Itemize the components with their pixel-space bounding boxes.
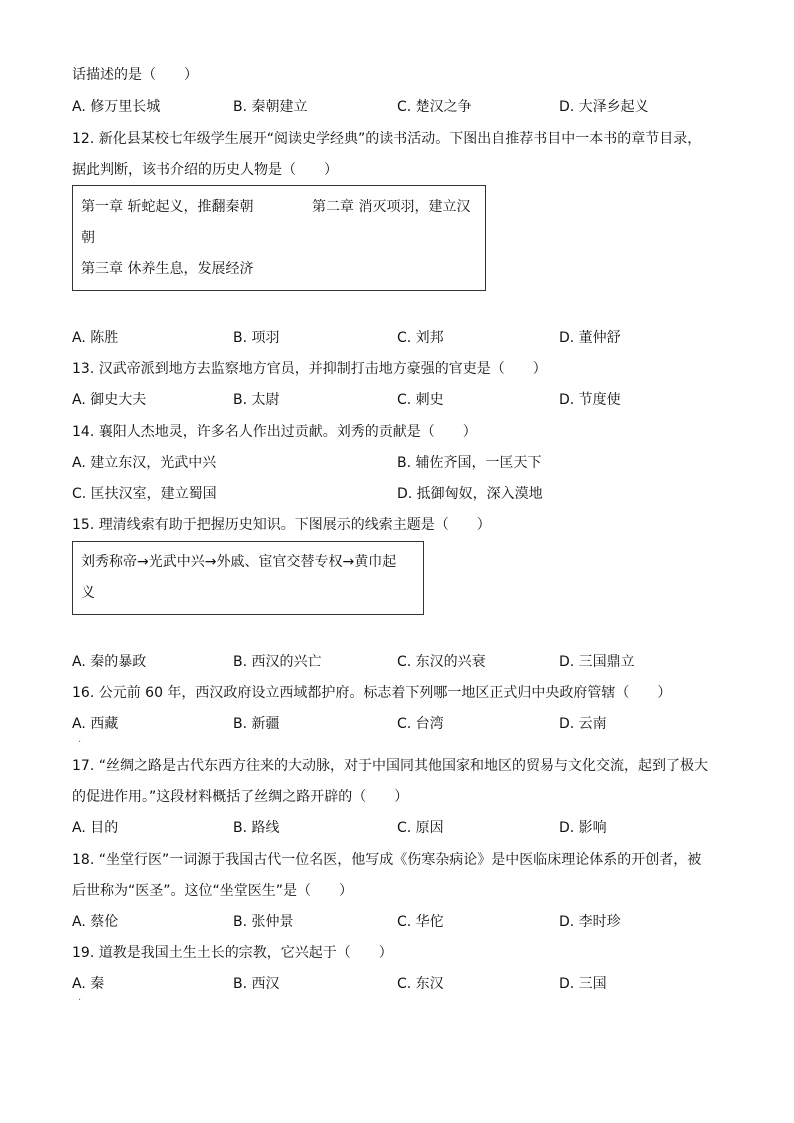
q11-stem-tail: 话描述的是（ ）: [72, 67, 198, 83]
q13-stem: 13. 汉武帝派到地方去监察地方官员，并抑制打击地方豪强的官吏是（ ）: [72, 361, 547, 377]
q18-stem-line1: 18. “坐堂行医”一词源于我国古代一位名医，他写成《伤寒杂病论》是中医临床理论体系的开创者，被: [72, 852, 702, 868]
q12-option-c[interactable]: C. 刘邦: [397, 330, 444, 346]
q12-chapter-2-cont: 朝: [81, 230, 95, 246]
q19-option-d[interactable]: D. 三国: [559, 976, 607, 992]
q18-option-a[interactable]: A. 蔡伦: [72, 914, 119, 930]
stray-dot: ·: [78, 995, 82, 1006]
q19-stem: 19. 道教是我国土生土长的宗教，它兴起于（ ）: [72, 945, 393, 961]
q13-option-b[interactable]: B. 太尉: [233, 392, 280, 408]
q18-option-c[interactable]: C. 华佗: [397, 914, 444, 930]
q17-stem-line1: 17. “丝绸之路是古代东西方往来的大动脉，对于中国同其他国家和地区的贸易与文化交流，起到了极大: [72, 758, 708, 774]
q12-option-b[interactable]: B. 项羽: [233, 330, 280, 346]
q11-option-d[interactable]: D. 大泽乡起义: [559, 99, 649, 115]
q13-option-d[interactable]: D. 节度使: [559, 392, 621, 408]
q12-chapter-2: 第二章 消灭项羽，建立汉: [312, 199, 471, 215]
q18-option-b[interactable]: B. 张仲景: [233, 914, 294, 930]
q13-option-c[interactable]: C. 刺史: [397, 392, 444, 408]
q15-option-b[interactable]: B. 西汉的兴亡: [233, 654, 322, 670]
q12-option-d[interactable]: D. 董仲舒: [559, 330, 621, 346]
q16-option-d[interactable]: D. 云南: [559, 716, 607, 732]
q15-option-d[interactable]: D. 三国鼎立: [559, 654, 635, 670]
q15-option-c[interactable]: C. 东汉的兴衰: [397, 654, 486, 670]
q15-option-a[interactable]: A. 秦的暴政: [72, 654, 147, 670]
q12-option-a[interactable]: A. 陈胜: [72, 330, 119, 346]
q15-stem: 15. 理清线索有助于把握历史知识。下图展示的线索主题是（ ）: [72, 517, 491, 533]
q11-option-c[interactable]: C. 楚汉之争: [397, 99, 472, 115]
q17-option-a[interactable]: A. 目的: [72, 820, 119, 836]
q16-option-b[interactable]: B. 新疆: [233, 716, 280, 732]
q14-option-b[interactable]: B. 辅佐齐国，一匡天下: [397, 455, 542, 471]
q14-option-a[interactable]: A. 建立东汉，光武中兴: [72, 455, 217, 471]
q14-option-d[interactable]: D. 抵御匈奴，深入漠地: [397, 486, 543, 502]
q15-clue-line2: 义: [81, 585, 95, 601]
q16-option-a[interactable]: A. 西藏: [72, 716, 119, 732]
q12-stem-line2: 据此判断，该书介绍的历史人物是（ ）: [72, 162, 338, 178]
stray-dot: ·: [78, 737, 82, 748]
q19-option-c[interactable]: C. 东汉: [397, 976, 444, 992]
q18-option-d[interactable]: D. 李时珍: [559, 914, 621, 930]
q11-option-a[interactable]: A. 修万里长城: [72, 99, 161, 115]
q17-option-b[interactable]: B. 路线: [233, 820, 280, 836]
q18-stem-line2: 后世称为“医圣”。这位“坐堂医生”是（ ）: [72, 883, 354, 899]
q11-option-b[interactable]: B. 秦朝建立: [233, 99, 308, 115]
q16-stem: 16. 公元前 60 年，西汉政府设立西域都护府。标志着下列哪一地区正式归中央政府管辖（ ）: [72, 685, 672, 701]
q13-option-a[interactable]: A. 御史大夫: [72, 392, 147, 408]
q15-clue-box: [72, 541, 424, 615]
q17-option-c[interactable]: C. 原因: [397, 820, 444, 836]
q19-option-a[interactable]: A. 秦: [72, 976, 105, 992]
q15-clue-line1: 刘秀称帝→光武中兴→外戚、宦官交替专权→黄巾起: [81, 554, 397, 570]
q12-stem-line1: 12. 新化县某校七年级学生展开“阅读史学经典”的读书活动。下图出自推荐书目中一本书的章节目录，: [72, 131, 702, 147]
q16-option-c[interactable]: C. 台湾: [397, 716, 444, 732]
q17-stem-line2: 的促进作用。”这段材料概括了丝绸之路开辟的（ ）: [72, 789, 409, 805]
q19-option-b[interactable]: B. 西汉: [233, 976, 280, 992]
q17-option-d[interactable]: D. 影响: [559, 820, 607, 836]
q12-chapter-3: 第三章 休养生息，发展经济: [81, 261, 254, 277]
q14-stem: 14. 襄阳人杰地灵，许多名人作出过贡献。刘秀的贡献是（ ）: [72, 424, 477, 440]
q12-chapter-1: 第一章 斩蛇起义，推翻秦朝: [81, 199, 254, 215]
q12-chapter-box: [72, 185, 486, 291]
q14-option-c[interactable]: C. 匡扶汉室，建立蜀国: [72, 486, 217, 502]
